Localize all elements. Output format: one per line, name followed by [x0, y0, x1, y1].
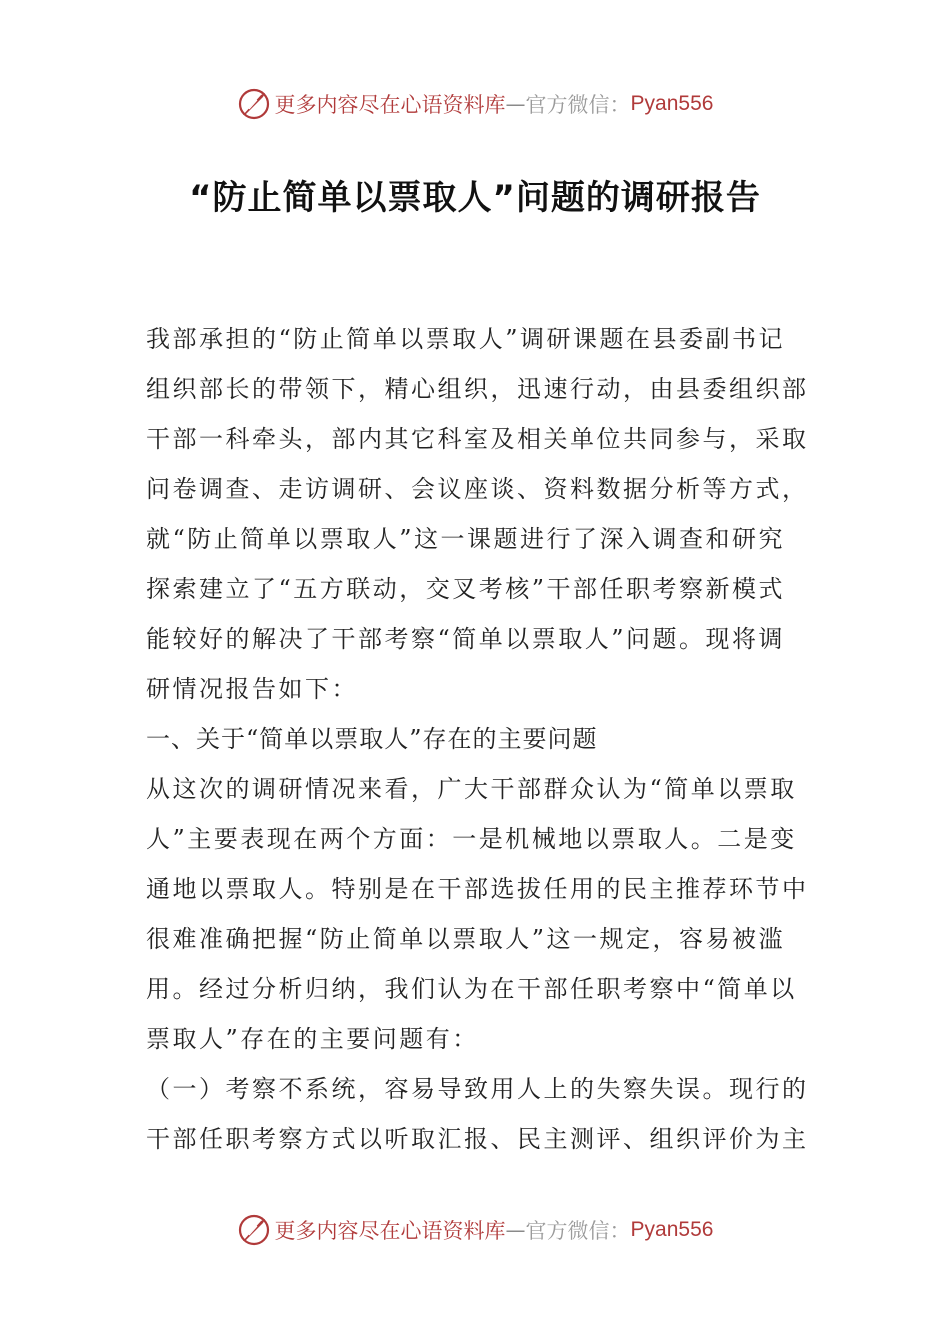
body-line: 从这次的调研情况来看，广大干部群众认为“简单以票取 — [146, 775, 797, 803]
body-line: 问卷调查、走访调研、会议座谈、资料数据分析等方式， — [146, 475, 809, 503]
header-banner — [0, 84, 950, 124]
body-line: 用。经过分析归纳，我们认为在干部任职考察中“简单以 — [146, 975, 797, 1003]
banner-wechat-id: Pyan556 — [630, 92, 714, 115]
body-line: 干部任职考察方式以听取汇报、民主测评、组织评价为主 — [146, 1125, 809, 1153]
body-line: 研情况报告如下： — [146, 675, 358, 703]
body-line: 我部承担的“防止简单以票取人”调研课题在县委副书记 — [146, 325, 786, 353]
banner-wechat-label: 官方微信： — [525, 93, 631, 117]
quill-logo-icon — [237, 1213, 271, 1247]
banner-dash: — — [505, 1218, 526, 1242]
document-title: “防止简单以票取人”问题的调研报告 — [189, 178, 761, 218]
quill-logo-icon — [237, 87, 271, 121]
section-heading: 一、关于“简单以票取人”存在的主要问题 — [146, 725, 598, 753]
banner-wechat-label: 官方微信： — [525, 1219, 631, 1243]
body-line: 能较好的解决了干部考察“简单以票取人”问题。现将调 — [146, 625, 786, 653]
banner-wechat-id: Pyan556 — [630, 1218, 714, 1241]
body-line: 人”主要表现在两个方面：一是机械地以票取人。二是变 — [146, 825, 797, 853]
body-line: 组织部长的带领下，精心组织，迅速行动，由县委组织部 — [146, 375, 809, 403]
footer-banner — [0, 1210, 950, 1250]
body-line: 通地以票取人。特别是在干部选拔任用的民主推荐环节中 — [146, 875, 809, 903]
banner-main-text: 更多内容尽在心语资料库 — [274, 1219, 506, 1243]
document-body — [146, 314, 811, 1164]
body-line: 干部一科牵头，部内其它科室及相关单位共同参与，采取 — [146, 425, 809, 453]
banner-dash: — — [505, 92, 526, 116]
body-line: 很难准确把握“防止简单以票取人”这一规定，容易被滥 — [146, 925, 786, 953]
banner-main-text: 更多内容尽在心语资料库 — [274, 93, 506, 117]
body-line: 就“防止简单以票取人”这一课题进行了深入调查和研究 — [146, 525, 786, 553]
body-line: 票取人”存在的主要问题有： — [146, 1025, 479, 1053]
body-line: （一）考察不系统，容易导致用人上的失察失误。现行的 — [146, 1075, 809, 1103]
body-line: 探索建立了“五方联动，交叉考核”干部任职考察新模式 — [146, 575, 786, 603]
